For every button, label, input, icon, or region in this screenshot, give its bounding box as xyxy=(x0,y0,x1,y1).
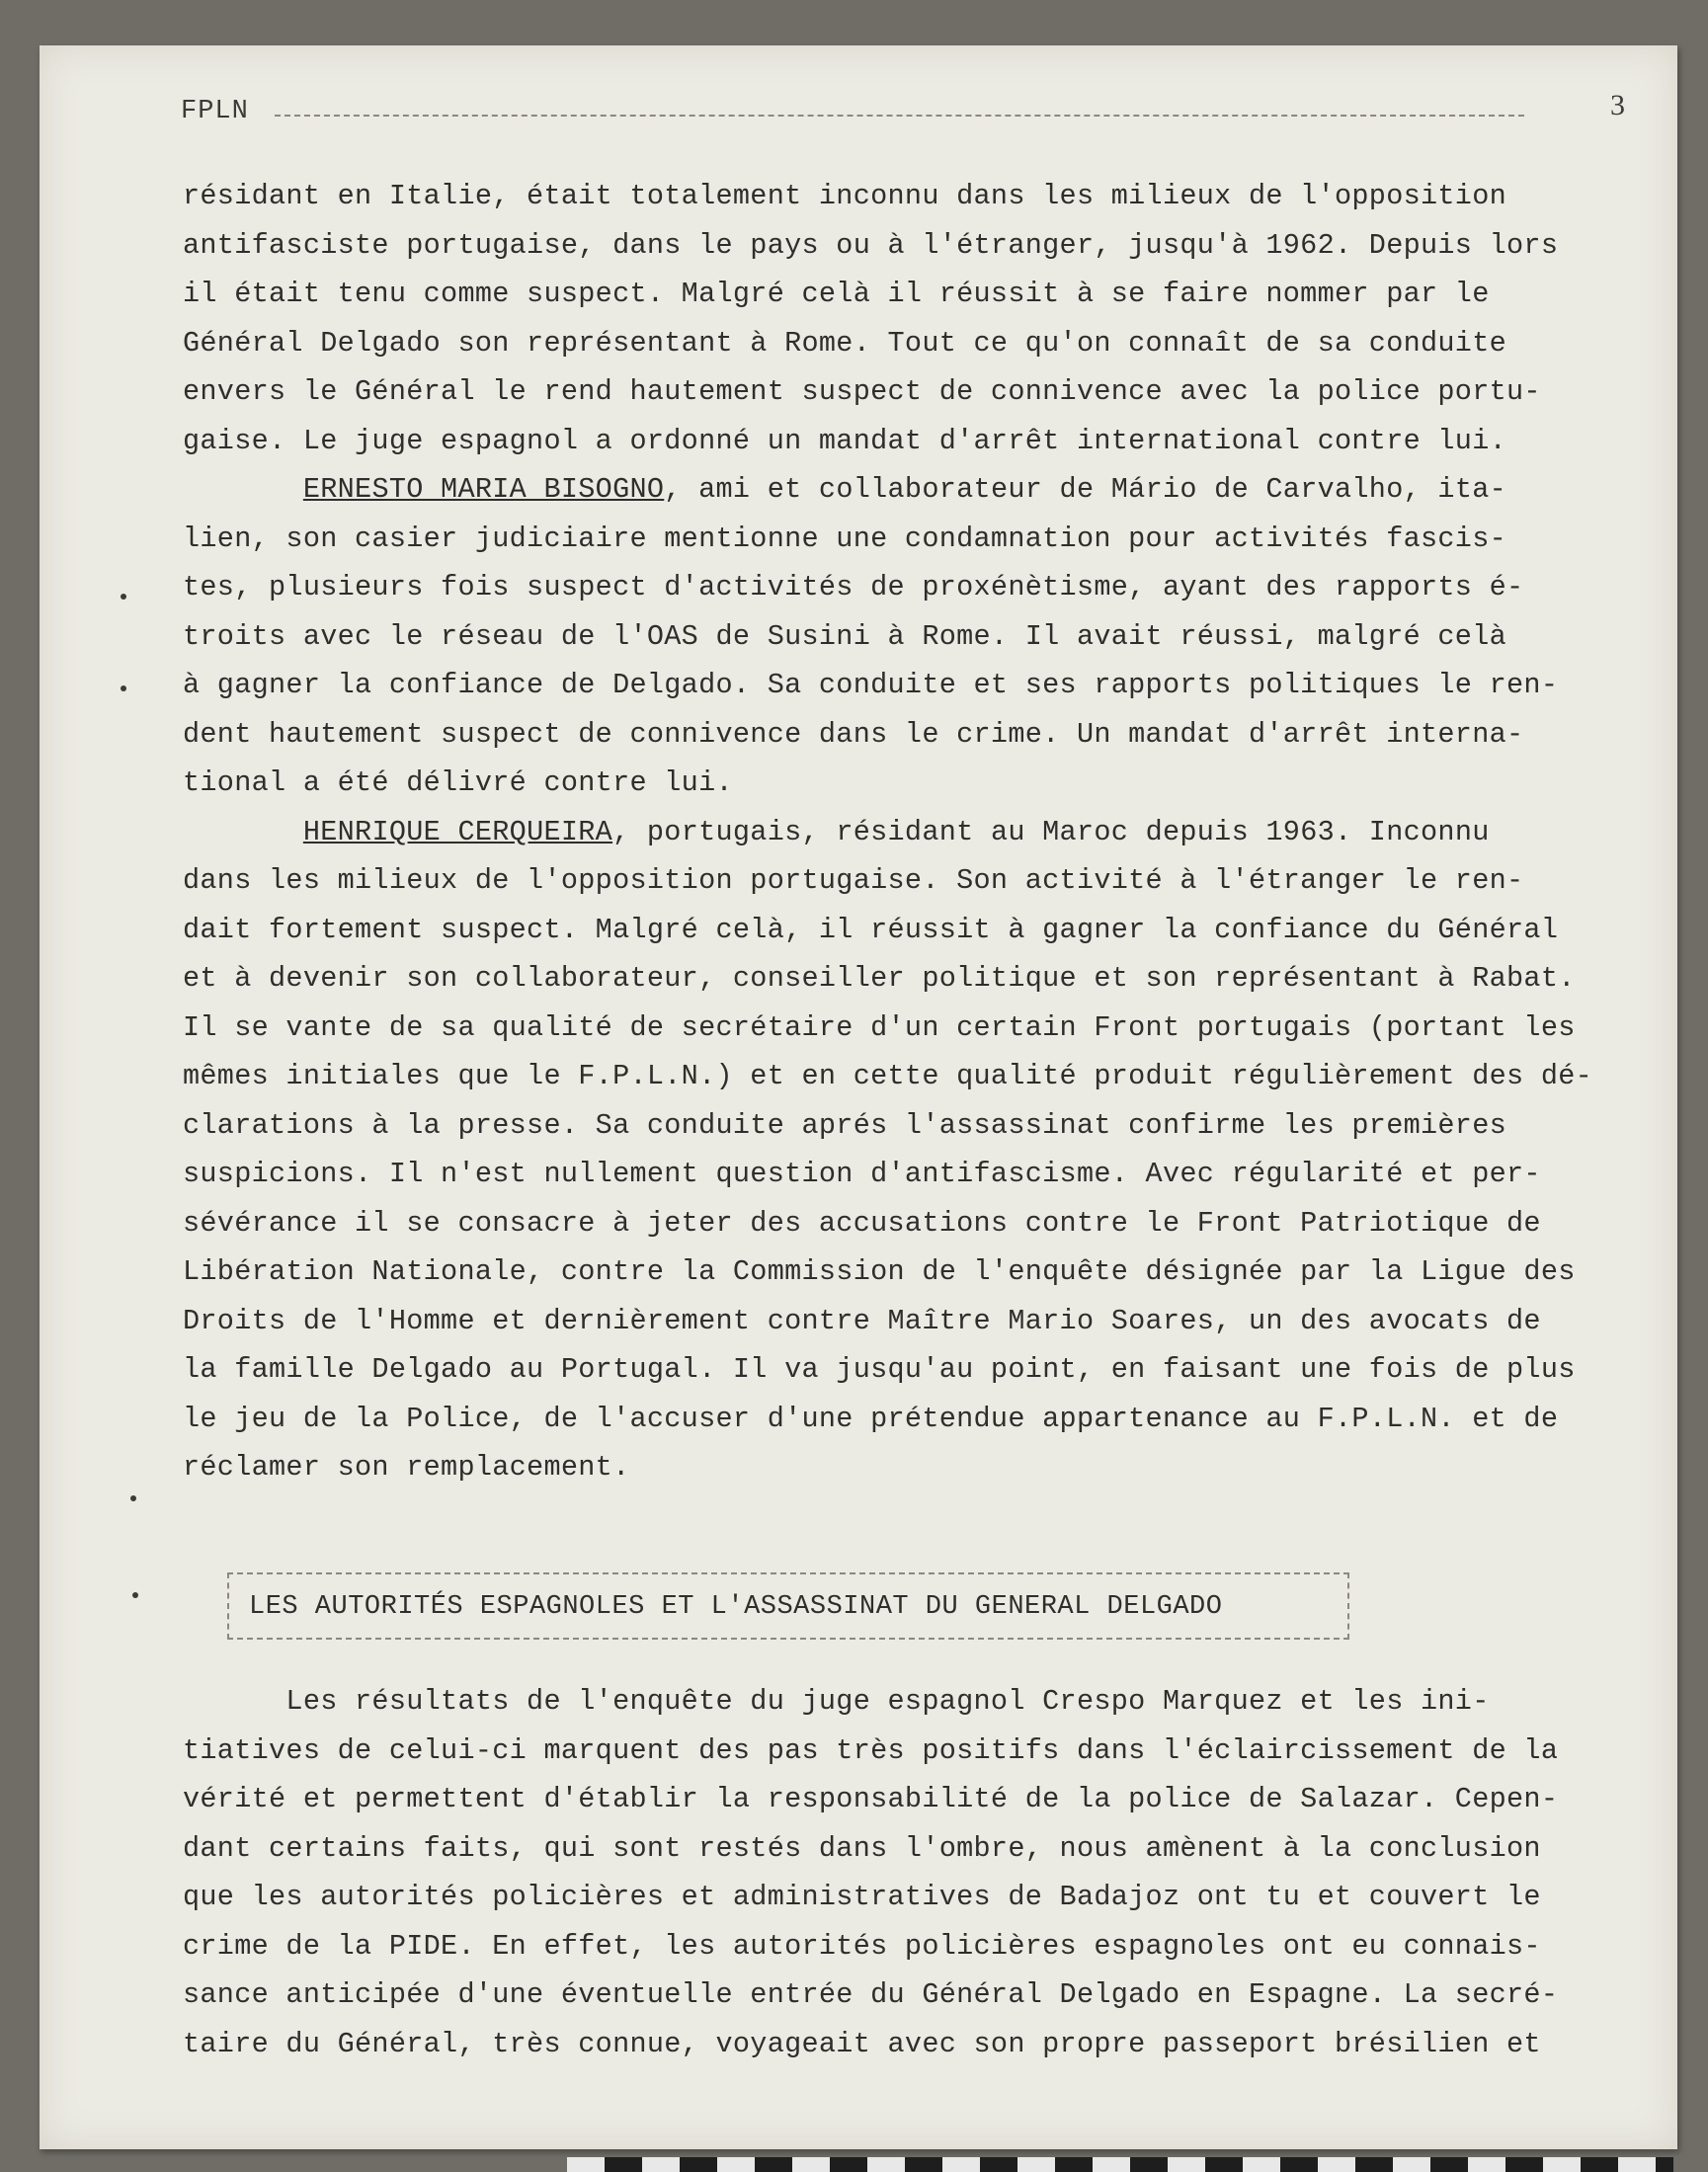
text-line: clarations à la presse. Sa conduite aprés l'assassinat confirme les premières xyxy=(183,1108,1507,1142)
text-line: tiatives de celui-ci marquent des pas très positifs dans l'éclaircissement de la xyxy=(183,1733,1559,1767)
text-line: résidant en Italie, était totalement inconnu dans les milieux de l'opposition xyxy=(183,180,1507,212)
text-line: Général Delgado son représentant à Rome. Tout ce qu'on connaît de sa conduite xyxy=(183,326,1507,360)
text-line: dait fortement suspect. Malgré celà, il réussit à gagner la confiance du Général xyxy=(183,913,1559,946)
text-line: sévérance il se consacre à jeter des accusations contre le Front Patriotique de xyxy=(183,1206,1541,1240)
text-line: gaise. Le juge espagnol a ordonné un mandat d'arrêt international contre lui. xyxy=(183,424,1507,457)
section-heading: LES AUTORITÉS ESPAGNOLES ET L'ASSASSINAT DU GENERAL DELGADO xyxy=(249,1592,1223,1622)
text-line: envers le Général le rend hautement suspect de connivence avec la police portu- xyxy=(183,375,1541,408)
page-number: 3 xyxy=(1610,89,1625,121)
margin-dot xyxy=(130,1495,136,1501)
text-line: antifasciste portugaise, dans le pays ou à l'étranger, jusqu'à 1962. Depuis lors xyxy=(183,228,1559,262)
body-text-top xyxy=(183,172,1655,1492)
text-line: le jeu de la Police, de l'accuser d'une prétendue appartenance au F.P.L.N. et de xyxy=(183,1402,1559,1435)
text-line: dant certains faits, qui sont restés dans l'ombre, nous amènent à la conclusion xyxy=(183,1831,1541,1865)
text-line: troits avec le réseau de l'OAS de Susini à Rome. Il avait réussi, malgré celà xyxy=(183,619,1507,653)
text-line: dans les milieux de l'opposition portugaise. Son activité à l'étranger le ren- xyxy=(183,864,1524,897)
person-name-cerqueira: HENRIQUE CERQUEIRA xyxy=(302,815,613,848)
header-dashed-rule xyxy=(275,115,1524,117)
text-run: , ami et collaborateur de Mário de Carvalho, ita- xyxy=(664,473,1507,506)
text-line: Il se vante de sa qualité de secrétaire d'un certain Front portugais (portant les xyxy=(183,1010,1576,1044)
text-line: Droits de l'Homme et dernièrement contre Maître Mario Soares, un des avocats de xyxy=(183,1304,1541,1337)
text-line: mêmes initiales que le F.P.L.N.) et en cette qualité produit régulièrement des dé- xyxy=(183,1060,1593,1092)
text-line: que les autorités policières et administratives de Badajoz ont tu et couvert le xyxy=(183,1881,1541,1913)
body-text-bottom xyxy=(183,1677,1655,2068)
text-line: lien, son casier judiciaire mentionne une condamnation pour activités fascis- xyxy=(183,522,1507,555)
text-line: tional a été délivré contre lui. xyxy=(183,766,733,799)
text-line: vérité et permettent d'établir la responsabilité de la police de Salazar. Cepen- xyxy=(183,1783,1559,1815)
text-line: Libération Nationale, contre la Commission de l'enquête désignée par la Ligue des xyxy=(183,1255,1576,1288)
text-line: sance anticipée d'une éventuelle entrée du Général Delgado en Espagne. La secré- xyxy=(183,1978,1559,2011)
document-page xyxy=(40,45,1677,2149)
section-heading-box xyxy=(227,1572,1349,1640)
text-line: dent hautement suspect de connivence dans le crime. Un mandat d'arrêt interna- xyxy=(183,717,1524,751)
paragraph-bisogno-first-line xyxy=(183,465,1655,515)
page-header xyxy=(181,89,1625,136)
header-label: FPLN xyxy=(181,97,249,126)
text-run: , portugais, résidant au Maroc depuis 1963. Inconnu xyxy=(612,815,1490,848)
margin-dot xyxy=(132,1592,138,1598)
text-line: suspicions. Il n'est nullement question d'antifascisme. Avec régularité et per- xyxy=(183,1158,1541,1190)
text-line: réclamer son remplacement. xyxy=(183,1451,630,1484)
text-line: à gagner la confiance de Delgado. Sa conduite et ses rapports politiques le ren- xyxy=(183,669,1559,701)
margin-dot xyxy=(121,594,126,600)
scale-ruler xyxy=(567,2157,1673,2172)
text-line: il était tenu comme suspect. Malgré celà il réussit à se faire nommer par le xyxy=(183,278,1490,310)
person-name-bisogno: ERNESTO MARIA BISOGNO xyxy=(302,473,665,506)
text-line: taire du Général, très connue, voyageait avec son propre passeport brésilien et xyxy=(183,2027,1541,2060)
text-line: et à devenir son collaborateur, conseiller politique et son représentant à Rabat. xyxy=(183,962,1576,995)
text-line: la famille Delgado au Portugal. Il va jusqu'au point, en faisant une fois de plus xyxy=(183,1353,1576,1386)
text-line: crime de la PIDE. En effet, les autorités policières espagnoles ont eu connais- xyxy=(183,1929,1541,1963)
text-line: Les résultats de l'enquête du juge espagnol Crespo Marquez et les ini- xyxy=(183,1685,1490,1718)
text-line: tes, plusieurs fois suspect d'activités de proxénètisme, ayant des rapports é- xyxy=(183,571,1524,603)
margin-dot xyxy=(121,685,126,691)
paragraph-cerqueira-first-line xyxy=(183,808,1655,857)
